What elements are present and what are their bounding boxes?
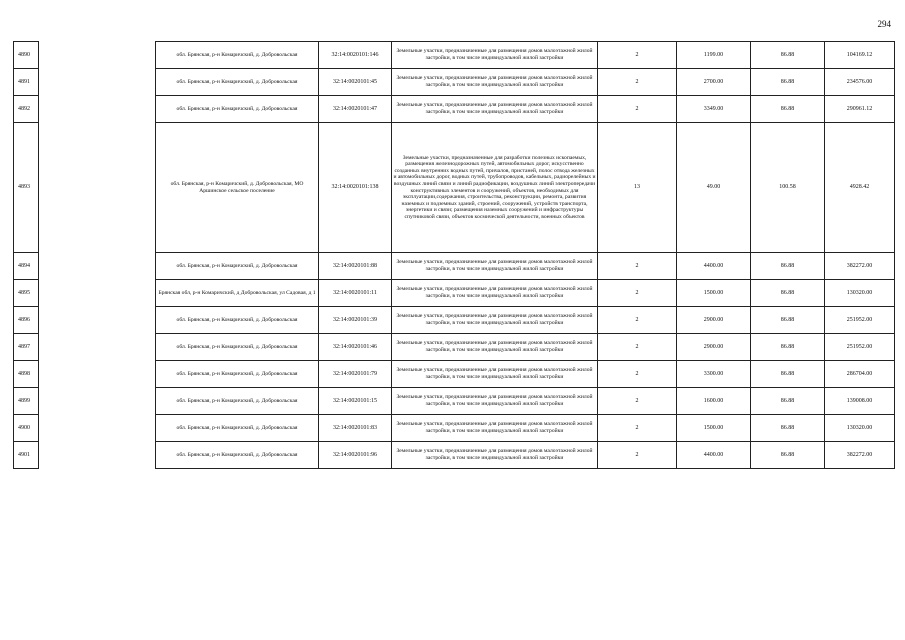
- address-cell: обл. Брянская, р-н Комаричский, д. Добровольская, МО Аршинское сельское поселение: [156, 123, 319, 253]
- rate-cell: 86.88: [751, 307, 825, 334]
- rate-cell: 86.88: [751, 361, 825, 388]
- group-cell: 2: [598, 334, 677, 361]
- land-use-cell: Земельные участки, предназначенные для размещения домов малоэтажной жилой застройки, в том числе индивидуальной жилой застройки: [392, 69, 598, 96]
- address-cell: обл. Брянская, р-н Комаричский, д. Добровольская: [156, 42, 319, 69]
- table-row: [14, 307, 895, 334]
- area-cell: 49.00: [677, 123, 751, 253]
- cadastral-number-cell: 32:14:0020101:15: [319, 388, 392, 415]
- cadastral-value-cell: 130320.00: [825, 280, 895, 307]
- rate-cell: 86.88: [751, 280, 825, 307]
- table-row: [14, 96, 895, 123]
- table-row: [14, 442, 895, 469]
- empty-cell: [39, 307, 156, 334]
- address-cell: обл. Брянская, р-н Комаричский, д. Добровольская: [156, 415, 319, 442]
- rate-cell: 86.88: [751, 96, 825, 123]
- table-row: [14, 334, 895, 361]
- cadastral-value-cell: 104169.12: [825, 42, 895, 69]
- area-cell: 4400.00: [677, 253, 751, 280]
- area-cell: 2700.00: [677, 69, 751, 96]
- group-cell: 2: [598, 361, 677, 388]
- cadastral-value-cell: 139008.00: [825, 388, 895, 415]
- row-number: 4896: [14, 307, 39, 334]
- rate-cell: 86.88: [751, 42, 825, 69]
- table-row: [14, 388, 895, 415]
- empty-cell: [39, 442, 156, 469]
- table-row: [14, 253, 895, 280]
- cadastral-value-cell: 4928.42: [825, 123, 895, 253]
- address-cell: обл. Брянская, р-н Комаричский, д. Добровольская: [156, 253, 319, 280]
- area-cell: 3300.00: [677, 361, 751, 388]
- page-number: 294: [877, 19, 891, 29]
- cadastral-number-cell: 32:14:0020101:146: [319, 42, 392, 69]
- group-cell: 2: [598, 307, 677, 334]
- cadastral-value-cell: 251952.00: [825, 307, 895, 334]
- cadastral-value-cell: 382272.00: [825, 442, 895, 469]
- cadastral-value-cell: 382272.00: [825, 253, 895, 280]
- group-cell: 2: [598, 253, 677, 280]
- address-cell: обл. Брянская, р-н Комаричский, д. Добровольская: [156, 388, 319, 415]
- cadastral-number-cell: 32:14:0020101:45: [319, 69, 392, 96]
- table-row: [14, 123, 895, 253]
- area-cell: 1500.00: [677, 415, 751, 442]
- row-number: 4891: [14, 69, 39, 96]
- area-cell: 2900.00: [677, 307, 751, 334]
- land-use-cell: Земельные участки, предназначенные для размещения домов малоэтажной жилой застройки, в том числе индивидуальной жилой застройки: [392, 96, 598, 123]
- rate-cell: 100.58: [751, 123, 825, 253]
- address-cell: обл. Брянская, р-н Комаричский, д. Добровольская: [156, 96, 319, 123]
- land-use-cell: Земельные участки, предназначенные для размещения домов малоэтажной жилой застройки, в том числе индивидуальной жилой застройки: [392, 42, 598, 69]
- empty-cell: [39, 280, 156, 307]
- group-cell: 2: [598, 415, 677, 442]
- cadastral-number-cell: 32:14:0020101:96: [319, 442, 392, 469]
- area-cell: 1199.00: [677, 42, 751, 69]
- table-row: [14, 415, 895, 442]
- table-row: [14, 280, 895, 307]
- table-row: [14, 42, 895, 69]
- empty-cell: [39, 334, 156, 361]
- row-number: 4890: [14, 42, 39, 69]
- empty-cell: [39, 123, 156, 253]
- empty-cell: [39, 69, 156, 96]
- land-plots-table: [13, 41, 895, 469]
- group-cell: 2: [598, 69, 677, 96]
- empty-cell: [39, 388, 156, 415]
- address-cell: обл. Брянская, р-н Комаричский, д. Добровольская: [156, 442, 319, 469]
- area-cell: 1600.00: [677, 388, 751, 415]
- group-cell: 2: [598, 442, 677, 469]
- empty-cell: [39, 415, 156, 442]
- land-use-cell: Земельные участки, предназначенные для размещения домов малоэтажной жилой застройки, в том числе индивидуальной жилой застройки: [392, 361, 598, 388]
- address-cell: обл. Брянская, р-н Комаричский, д. Добровольская: [156, 69, 319, 96]
- address-cell: обл. Брянская, р-н Комаричский, д. Добровольская: [156, 361, 319, 388]
- rate-cell: 86.88: [751, 334, 825, 361]
- rate-cell: 86.88: [751, 388, 825, 415]
- rate-cell: 86.88: [751, 69, 825, 96]
- address-cell: обл. Брянская, р-н Комаричский, д. Добровольская: [156, 307, 319, 334]
- rate-cell: 86.88: [751, 442, 825, 469]
- row-number: 4895: [14, 280, 39, 307]
- land-use-cell: Земельные участки, предназначенные для размещения домов малоэтажной жилой застройки, в том числе индивидуальной жилой застройки: [392, 442, 598, 469]
- row-number: 4892: [14, 96, 39, 123]
- land-use-cell: Земельные участки, предназначенные для размещения домов малоэтажной жилой застройки, в том числе индивидуальной жилой застройки: [392, 415, 598, 442]
- group-cell: 2: [598, 42, 677, 69]
- cadastral-value-cell: 251952.00: [825, 334, 895, 361]
- area-cell: 2900.00: [677, 334, 751, 361]
- land-use-cell: Земельные участки, предназначенные для размещения домов малоэтажной жилой застройки, в том числе индивидуальной жилой застройки: [392, 280, 598, 307]
- cadastral-value-cell: 130320.00: [825, 415, 895, 442]
- cadastral-value-cell: 234576.00: [825, 69, 895, 96]
- cadastral-value-cell: 286704.00: [825, 361, 895, 388]
- row-number: 4899: [14, 388, 39, 415]
- group-cell: 2: [598, 388, 677, 415]
- area-cell: 3349.00: [677, 96, 751, 123]
- cadastral-number-cell: 32:14:0020101:46: [319, 334, 392, 361]
- group-cell: 13: [598, 123, 677, 253]
- cadastral-number-cell: 32:14:0020101:11: [319, 280, 392, 307]
- row-number: 4893: [14, 123, 39, 253]
- cadastral-number-cell: 32:14:0020101:79: [319, 361, 392, 388]
- address-cell: Брянская обл, р-н Комаричский, д Добровольская, ул Садовая, д 1: [156, 280, 319, 307]
- area-cell: 1500.00: [677, 280, 751, 307]
- rate-cell: 86.88: [751, 415, 825, 442]
- row-number: 4894: [14, 253, 39, 280]
- empty-cell: [39, 361, 156, 388]
- land-use-cell: Земельные участки, предназначенные для размещения домов малоэтажной жилой застройки, в том числе индивидуальной жилой застройки: [392, 388, 598, 415]
- empty-cell: [39, 96, 156, 123]
- cadastral-number-cell: 32:14:0020101:47: [319, 96, 392, 123]
- land-use-cell: Земельные участки, предназначенные для разработки полезных ископаемых, размещения железнодорожных путей, автомобильных дорог, искусственно созданных внутренних водных путей, причалов, пристаней, полос отвода железных и автомобильных дорог, водных путей, трубопроводов, кабельных, радиорелейных и воздушных линий связи и линий радиофикации, воздушных линий электропередачи конструктивных элементов и сооружений, объектов, необходимых для эксплуатации,содержания, строительства, реконструкции, ремонта, развития наземных и подземных зданий, строений, сооружений, устройств транспорта, энергетики и связи; размещения наземных сооружений и инфраструктуры спутниковой связи, объектов космической деятельности, военных объектов: [392, 123, 598, 253]
- row-number: 4897: [14, 334, 39, 361]
- cadastral-number-cell: 32:14:0020101:138: [319, 123, 392, 253]
- group-cell: 2: [598, 96, 677, 123]
- address-cell: обл. Брянская, р-н Комаричский, д. Добровольская: [156, 334, 319, 361]
- table-row: [14, 361, 895, 388]
- cadastral-value-cell: 290961.12: [825, 96, 895, 123]
- land-use-cell: Земельные участки, предназначенные для размещения домов малоэтажной жилой застройки, в том числе индивидуальной жилой застройки: [392, 307, 598, 334]
- cadastral-number-cell: 32:14:0020101:88: [319, 253, 392, 280]
- row-number: 4901: [14, 442, 39, 469]
- land-use-cell: Земельные участки, предназначенные для размещения домов малоэтажной жилой застройки, в том числе индивидуальной жилой застройки: [392, 253, 598, 280]
- group-cell: 2: [598, 280, 677, 307]
- cadastral-number-cell: 32:14:0020101:83: [319, 415, 392, 442]
- rate-cell: 86.88: [751, 253, 825, 280]
- area-cell: 4400.00: [677, 442, 751, 469]
- land-use-cell: Земельные участки, предназначенные для размещения домов малоэтажной жилой застройки, в том числе индивидуальной жилой застройки: [392, 334, 598, 361]
- empty-cell: [39, 253, 156, 280]
- table-row: [14, 69, 895, 96]
- cadastral-number-cell: 32:14:0020101:39: [319, 307, 392, 334]
- empty-cell: [39, 42, 156, 69]
- row-number: 4900: [14, 415, 39, 442]
- row-number: 4898: [14, 361, 39, 388]
